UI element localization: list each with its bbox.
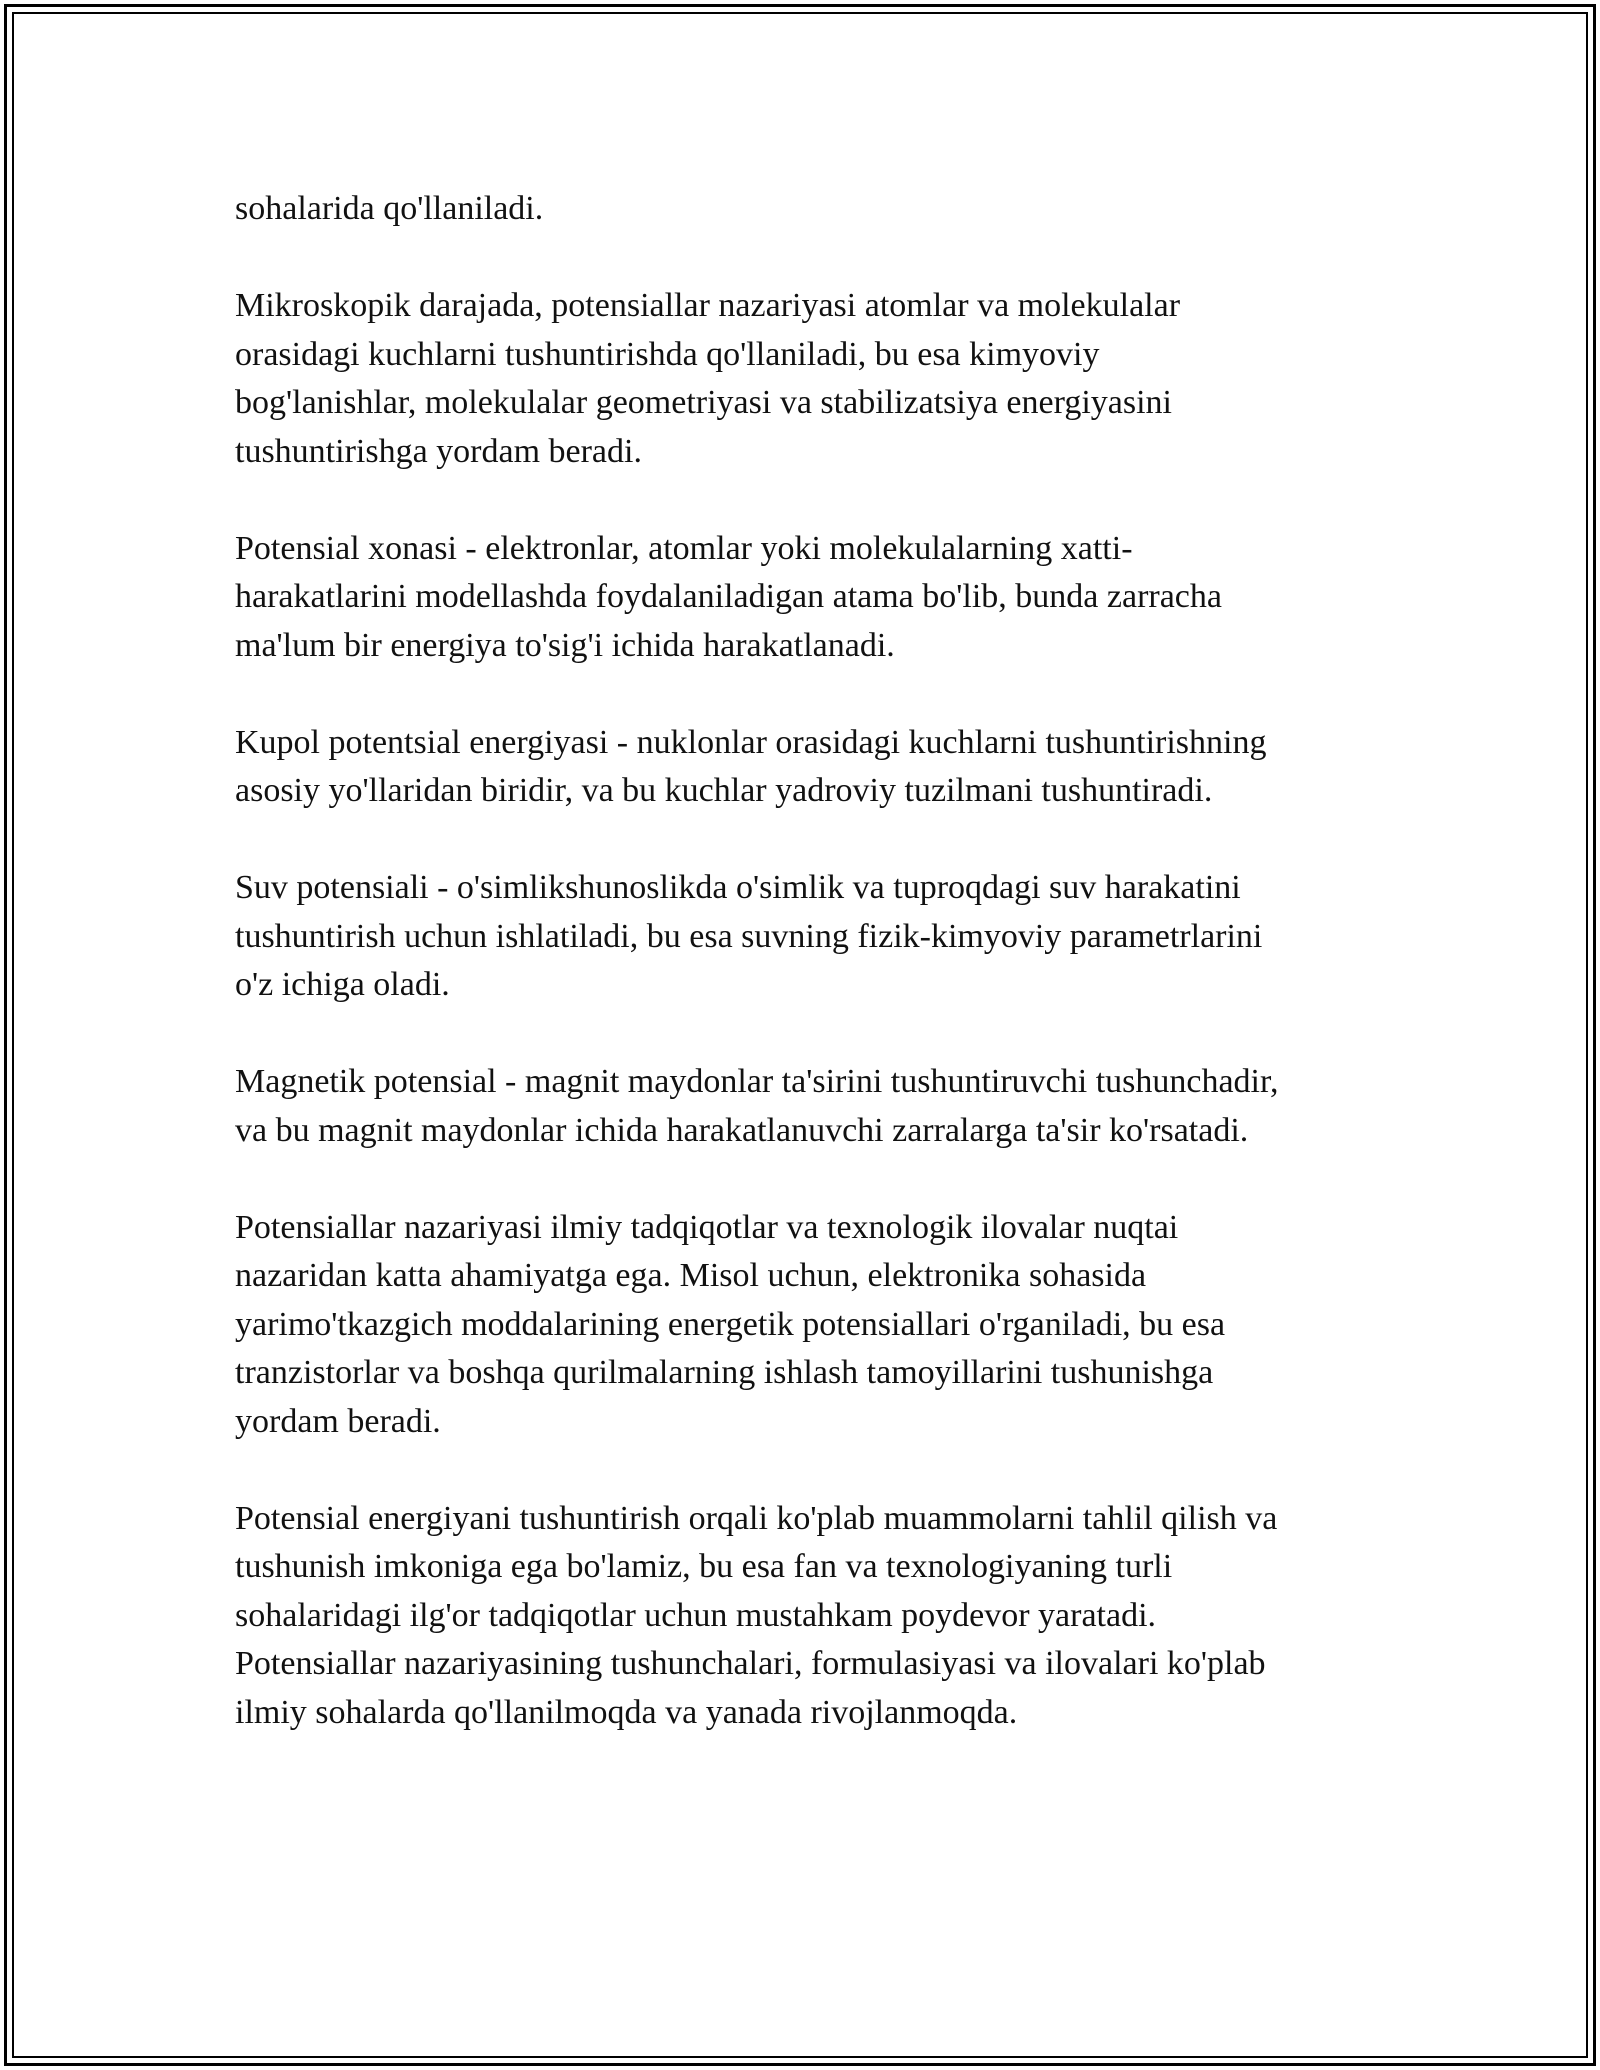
text-line: Kupol potentsial energiyasi - nuklonlar orasidagi kuchlarni tushuntirishning <box>235 723 1267 761</box>
paragraph-scientific-importance <box>235 1204 1385 1447</box>
text-line: harakatlarini modellashda foydalaniladigan atama bo'lib, bunda zarracha <box>235 578 1222 615</box>
text-line: va bu magnit maydonlar ichida harakatlanuvchi zarralarga ta'sir ko'rsatadi. <box>235 1111 1249 1149</box>
paragraph-conclusion <box>235 1495 1385 1738</box>
text-line: nazaridan katta ahamiyatga ega. Misol uchun, elektronika sohasida <box>235 1257 1147 1294</box>
text-line: Potensiallar nazariyasi ilmiy tadqiqotlar va texnologik ilovalar nuqtai <box>235 1208 1179 1246</box>
paragraph-continuation <box>235 185 1385 234</box>
text-line: asosiy yo'llaridan biridir, va bu kuchlar yadroviy tuzilmani tushuntiradi. <box>235 772 1213 809</box>
text-line: sohalaridagi ilg'or tadqiqotlar uchun mustahkam poydevor yaratadi. <box>235 1596 1157 1634</box>
text-line: tushuntirish uchun ishlatiladi, bu esa suvning fizik-kimyoviy parametrlarini <box>235 917 1263 955</box>
text-line: Suv potensiali - o'simlikshunoslikda o'simlik va tuproqdagi suv harakatini <box>235 869 1241 906</box>
text-line: orasidagi kuchlarni tushuntirishda qo'llaniladi, bu esa kimyoviy <box>235 335 1100 373</box>
document-body <box>235 185 1385 1786</box>
paragraph-coulomb-potential <box>235 719 1385 816</box>
text-line: yarimo'tkazgich moddalarining energetik potensiallari o'rganiladi, bu esa <box>235 1305 1226 1343</box>
text-line: Potensial energiyani tushuntirish orqali ko'plab muammolarni tahlil qilish va <box>235 1499 1278 1537</box>
text-line: sohalarida qo'llaniladi. <box>235 190 544 227</box>
text-line: bog'lanishlar, molekulalar geometriyasi va stabilizatsiya energiyasini <box>235 384 1172 421</box>
text-line: tushunish imkoniga ega bo'lamiz, bu esa fan va texnologiyaning turli <box>235 1548 1173 1585</box>
paragraph-potential-well <box>235 525 1385 671</box>
text-line: o'z ichiga oladi. <box>235 966 450 1003</box>
text-line: Potensial xonasi - elektronlar, atomlar yoki molekulalarning xatti- <box>235 529 1133 567</box>
paragraph-water-potential <box>235 864 1385 1010</box>
text-line: ma'lum bir energiya to'sig'i ichida harakatlanadi. <box>235 626 895 664</box>
text-line: Magnetik potensial - magnit maydonlar ta'sirini tushuntiruvchi tushunchadir, <box>235 1063 1279 1100</box>
text-line: Mikroskopik darajada, potensiallar nazariyasi atomlar va molekulalar <box>235 287 1181 324</box>
text-line: ilmiy sohalarda qo'llanilmoqda va yanada rivojlanmoqda. <box>235 1693 1018 1731</box>
text-line: tushuntirishga yordam beradi. <box>235 432 642 470</box>
paragraph-microscopic-level <box>235 282 1385 476</box>
text-line: Potensiallar nazariyasining tushunchalari, formulasiyasi va ilovalari ko'plab <box>235 1645 1266 1682</box>
text-line: tranzistorlar va boshqa qurilmalarning ishlash tamoyillarini tushunishga <box>235 1354 1214 1391</box>
paragraph-magnetic-potential <box>235 1058 1385 1155</box>
text-line: yordam beradi. <box>235 1402 441 1440</box>
